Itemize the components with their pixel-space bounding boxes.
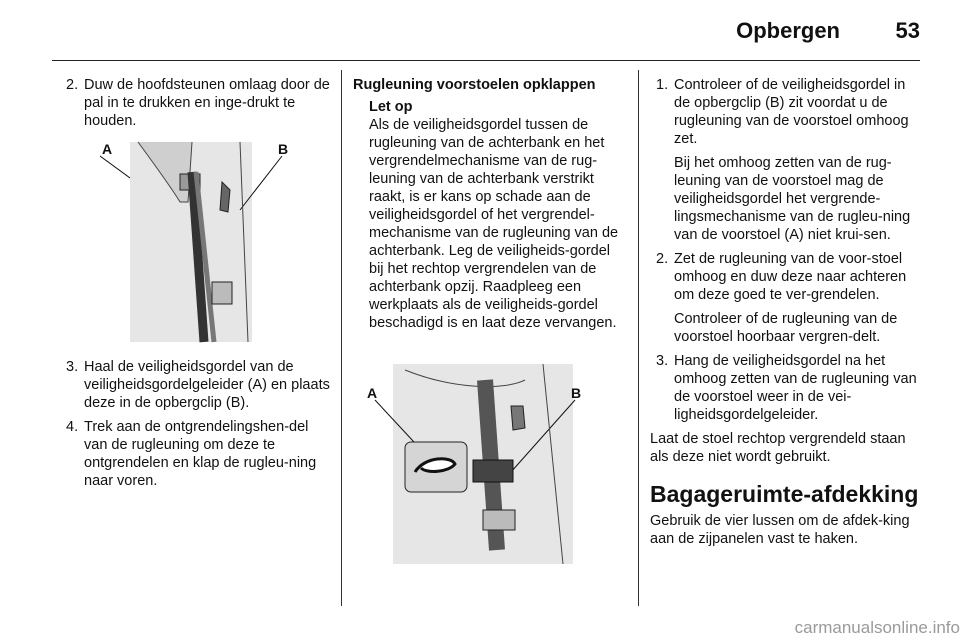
note-body: Als de veiligheidsgordel tussen de rugleuning van de achterbank en het vergrendelmechanisme van de rug-leuning van de achterbank verstrikt raakt, is er kans op schade aan de veiligheidsgordel of het vergrendel-mechanisme van de rugleuning van de achterbank. Leg de veiligheids-gordel bij het rechtop vergrendelen van de achterbank opzij. Raadpleeg een werkplaats als de veiligheids-gordel beschadigd is en laat deze vervangen.	[369, 117, 619, 331]
column-divider-2	[638, 70, 639, 606]
step-2-detail: Controleer of de rugleuning van de voorstoel hoorbaar vergren-delt.	[674, 311, 898, 345]
label-a: A	[102, 141, 113, 157]
page-title: Opbergen	[736, 18, 840, 43]
step-1	[650, 76, 922, 148]
column-1	[60, 76, 330, 136]
step-number: 2.	[66, 77, 79, 93]
column-3	[650, 76, 922, 548]
column-1-lower	[60, 358, 330, 496]
step-4	[60, 418, 330, 490]
step-1-detail: Bij het omhoog zetten van de rug-leuning van de voorstoel mag de veiligheidsgordel het vergrende-lingsmechanisme van de rugleu-ning van de voorstoel (A) niet krui-sen.	[674, 155, 911, 243]
page-number: 53	[895, 18, 920, 43]
step-text: Hang de veiligheidsgordel na het omhoog zetten van de rugleuning van de voorstoel weer in de vei-ligheidsgordelgeleider.	[674, 353, 917, 423]
section-heading-seatback: Rugleuning voorstoelen opklappen	[353, 77, 596, 93]
footer-watermark: carmanualsonline.info	[794, 618, 960, 637]
section-heading-cargo-cover: Bagageruimte-afdekking	[650, 481, 919, 507]
step-3	[650, 352, 922, 424]
column-2	[353, 76, 625, 332]
label-b: B	[571, 385, 582, 401]
cargo-cover-text: Gebruik de vier lussen om de afdek-king aan de zijpanelen vast te haken.	[650, 513, 910, 547]
step-number: 4.	[66, 419, 79, 435]
step-text: Zet de rugleuning van de voor-stoel omhoog en duw deze naar achteren om deze goed te ver-grendelen.	[674, 251, 907, 303]
header-rule	[52, 60, 920, 61]
storage-note: Laat de stoel rechtop vergrendeld staan als deze niet wordt gebruikt.	[650, 431, 906, 465]
step-2	[650, 250, 922, 304]
label-b: B	[278, 141, 289, 157]
seatback-latch-illustration	[365, 360, 605, 566]
headrest-belt-illustration	[100, 132, 300, 344]
step-text: Trek aan de ontgrendelingshen-del van de rugleuning om deze te ontgrendelen en klap de rugleu-ning naar voren.	[84, 419, 317, 489]
label-a-leader	[100, 156, 130, 178]
step-number: 3.	[656, 353, 669, 369]
step-3	[60, 358, 330, 412]
step-2	[60, 76, 330, 130]
step-number: 3.	[66, 359, 79, 375]
column-divider-1	[341, 70, 342, 606]
step-text: Duw de hoofdsteunen omlaag door de pal in te drukken en inge-drukt te houden.	[84, 77, 330, 129]
step-text: Haal de veiligheidsgordel van de veiligheidsgordelgeleider (A) en plaats deze in de opbergclip (B).	[84, 359, 330, 411]
step-number: 1.	[656, 77, 669, 93]
label-a: A	[367, 385, 378, 401]
step-text: Controleer of de veiligheidsgordel in de opbergclip (B) zit voordat u de rugleuning van de voorstoel omhoog zet.	[674, 77, 909, 147]
note-title: Let op	[369, 99, 413, 115]
step-number: 2.	[656, 251, 669, 267]
